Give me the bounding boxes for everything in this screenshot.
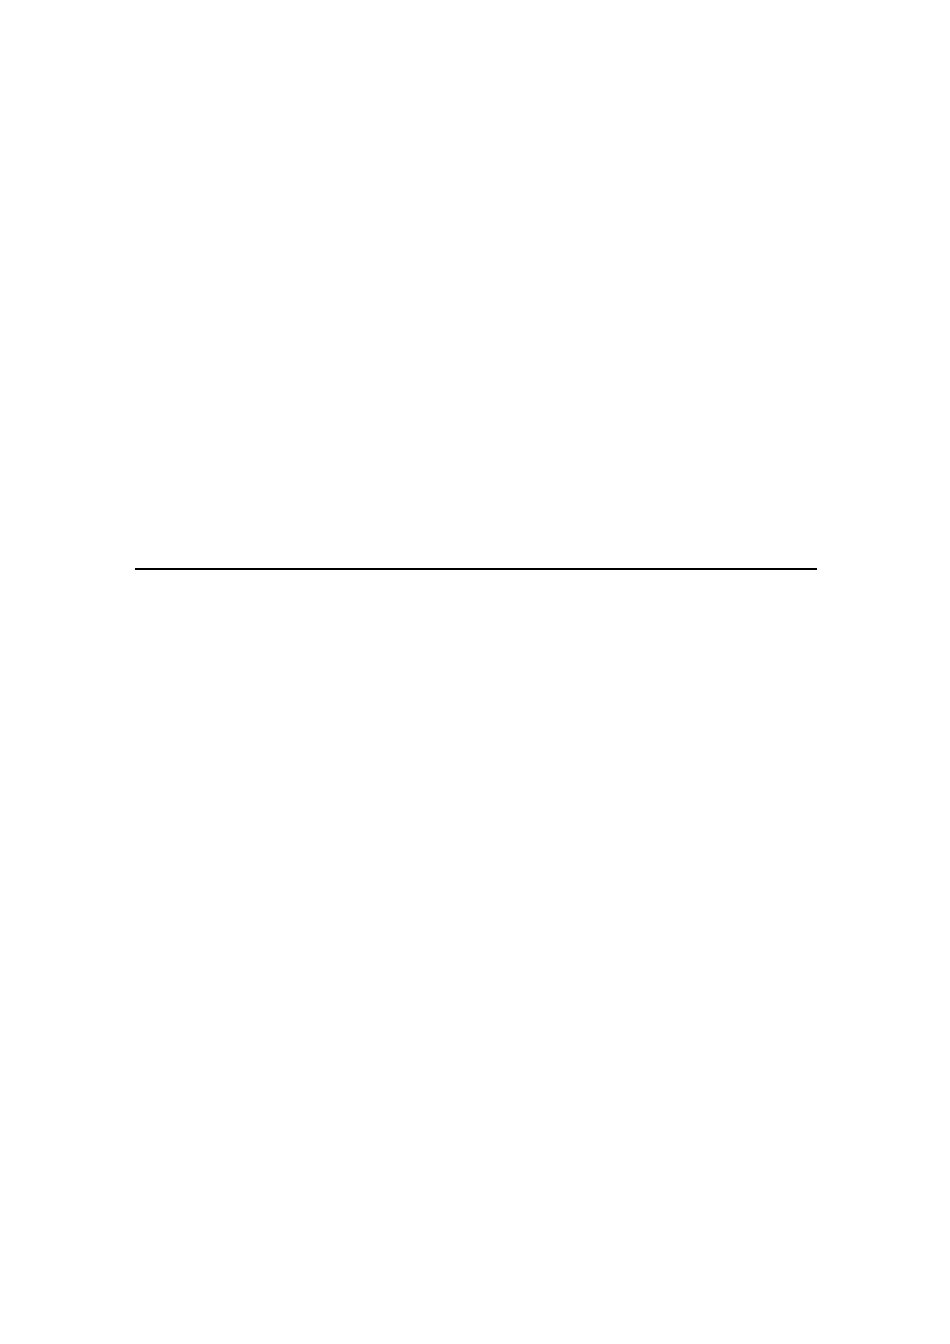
table-header-row	[136, 569, 817, 570]
header-content	[473, 569, 817, 570]
header-level	[136, 569, 233, 570]
nursing-level-table	[135, 568, 817, 570]
header-target	[233, 569, 473, 570]
